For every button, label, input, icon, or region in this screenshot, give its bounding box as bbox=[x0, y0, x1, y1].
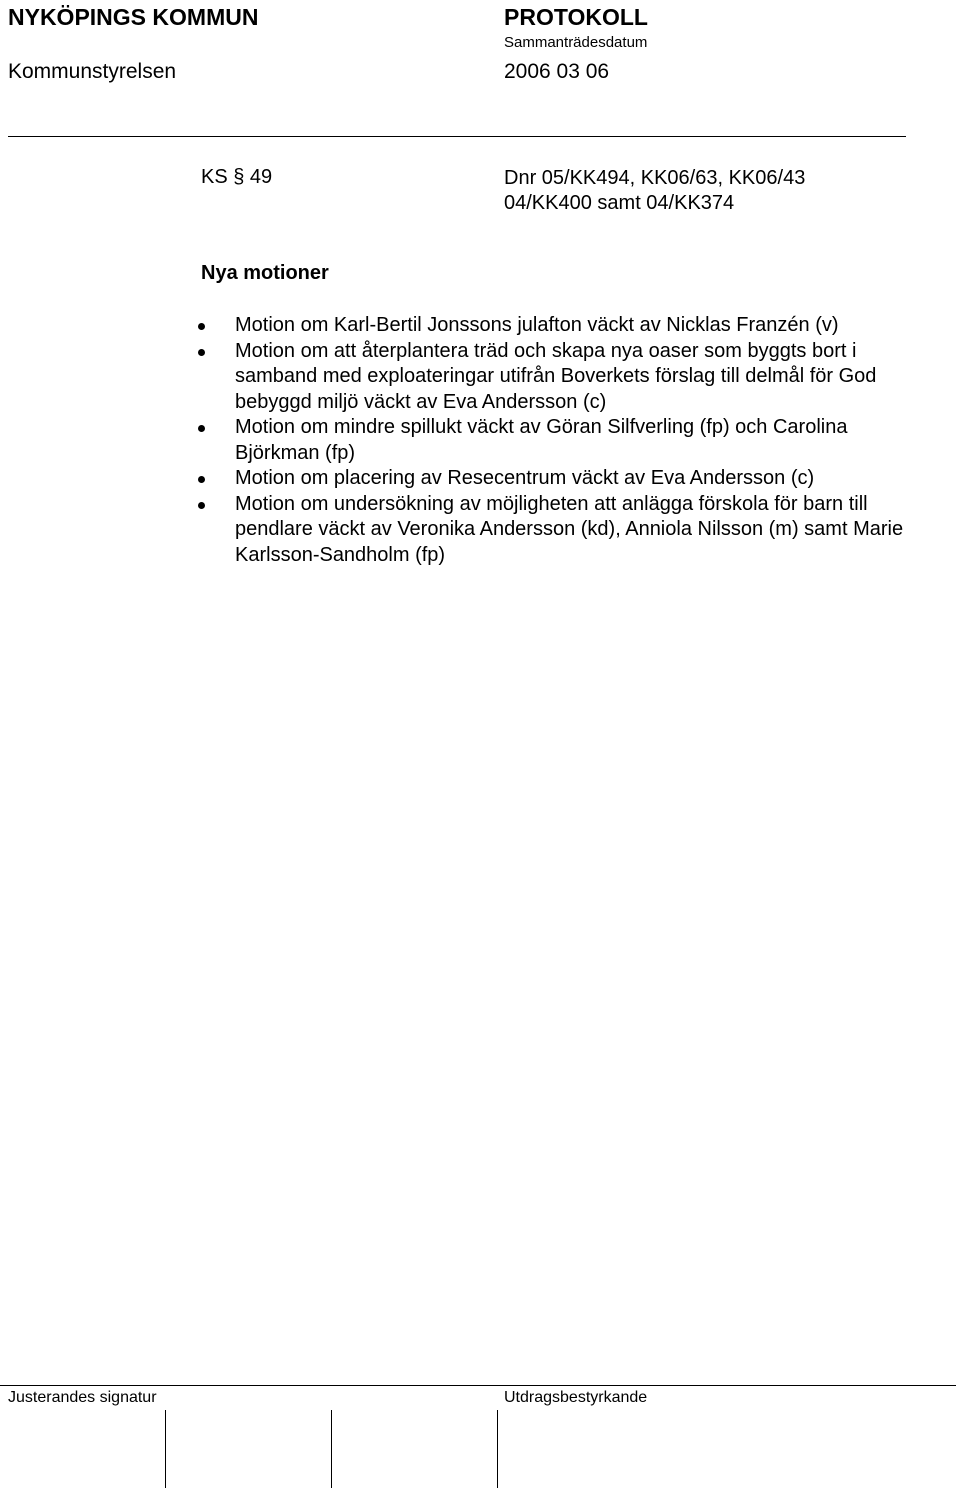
motion-text: Motion om undersökning av möjligheten att anlägga förskola för barn till pendlare väckt av Veronika Andersson (kd), Anniola Nilsson (m) samt Marie Karlsson-Sandholm (fp) bbox=[235, 492, 904, 566]
registration-numbers bbox=[504, 166, 805, 216]
certification-label: Utdragsbestyrkande bbox=[504, 1389, 648, 1406]
committee-name: Kommunstyrelsen bbox=[8, 60, 177, 83]
bullet-icon bbox=[198, 425, 205, 432]
list-item bbox=[190, 313, 930, 339]
bullet-icon bbox=[198, 476, 205, 483]
meeting-date: 2006 03 06 bbox=[504, 60, 610, 83]
motion-list bbox=[190, 313, 930, 568]
document-type: PROTOKOLL bbox=[504, 4, 648, 30]
registration-numbers-line-1: Dnr 05/KK494, KK06/63, KK06/43 bbox=[504, 167, 806, 189]
list-item bbox=[190, 415, 930, 466]
signature-box-divider bbox=[331, 1410, 332, 1488]
footer-divider bbox=[0, 1385, 956, 1386]
motion-text: Motion om Karl-Bertil Jonssons julafton väckt av Nicklas Franzén (v) bbox=[235, 314, 839, 336]
registration-numbers-line-2: 04/KK400 samt 04/KK374 bbox=[504, 192, 735, 214]
meeting-date-label: Sammanträdesdatum bbox=[504, 34, 648, 51]
motion-text: Motion om att återplantera träd och skapa nya oaser som byggts bort i samband med exploateringar utifrån Boverkets förslag till delmål för God bebyggd miljö väckt av Eva Andersson (c) bbox=[235, 339, 877, 413]
signature-box-divider bbox=[165, 1410, 166, 1488]
section-title: Nya motioner bbox=[201, 262, 329, 284]
list-item bbox=[190, 466, 930, 492]
bullet-icon bbox=[198, 323, 205, 330]
motion-text: Motion om placering av Resecentrum väckt av Eva Andersson (c) bbox=[235, 467, 815, 489]
header-divider bbox=[8, 136, 906, 137]
signature-box-divider bbox=[497, 1410, 498, 1488]
list-item bbox=[190, 492, 930, 569]
bullet-icon bbox=[198, 349, 205, 356]
organization-name: NYKÖPINGS KOMMUN bbox=[8, 4, 259, 30]
list-item bbox=[190, 339, 930, 416]
signature-label: Justerandes signatur bbox=[8, 1389, 157, 1406]
case-number: KS § 49 bbox=[201, 166, 273, 188]
motion-text: Motion om mindre spillukt väckt av Göran Silfverling (fp) och Carolina Björkman (fp) bbox=[235, 416, 848, 464]
bullet-icon bbox=[198, 502, 205, 509]
